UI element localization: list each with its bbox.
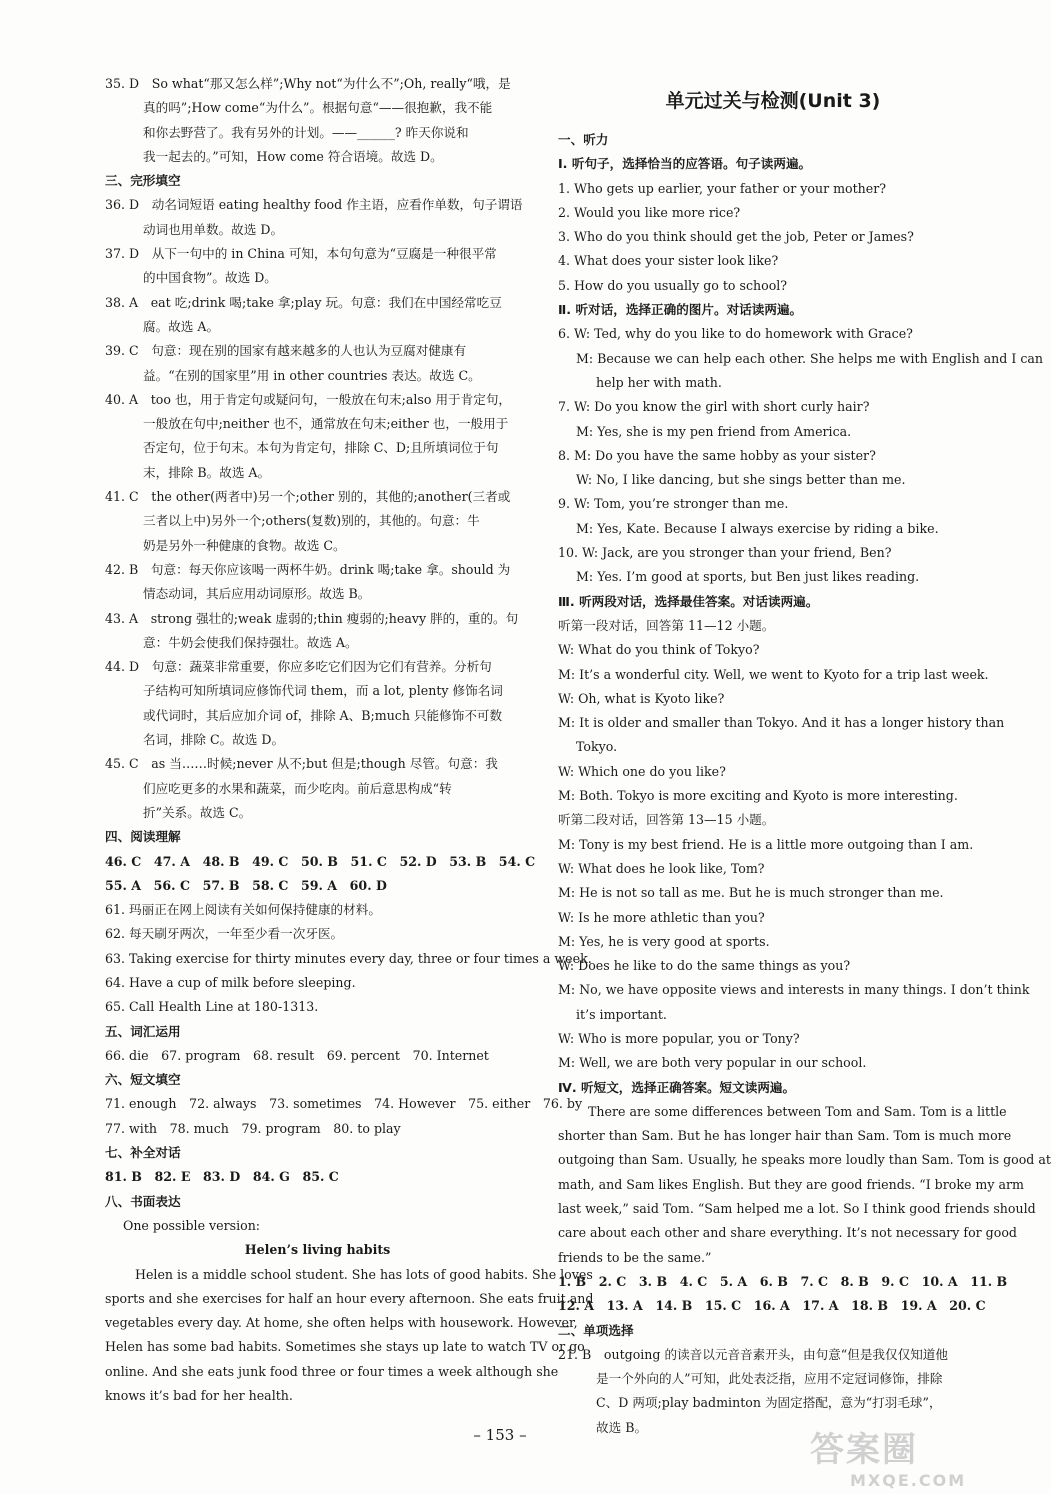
text-line: Helen’s living habits [244, 1242, 391, 1258]
text-line: 三者以上中)另外一个;others(复数)别的，其他的。句意：牛 [143, 513, 480, 529]
text-line: 6. W: Ted, why do you like to do homework with Grace? [558, 326, 913, 342]
text-line: 66. die 67. program 68. result 69. percent 70. Internet [105, 1047, 489, 1063]
text-line: 65. Call Health Line at 180-1313. [105, 999, 319, 1015]
text-line: 四、阅读理解 [105, 829, 181, 845]
text-line: 3. Who do you think should get the job, Peter or James? [558, 229, 914, 245]
text-line: 36. D 动名词短语 eating healthy food 作主语，应看作单数，句子谓语 [105, 197, 523, 213]
right-column [558, 128, 1051, 1440]
text-line: W: Is he more athletic than you? [558, 909, 765, 925]
text-line: 折”关系。故选 C。 [143, 804, 252, 820]
text-line: Tokyo. [576, 739, 618, 755]
text-line: 40. A too 也，用于肯定句或疑问句，一般放在句末;also 用于肯定句， [105, 391, 512, 407]
text-line: 的中国食物”。故选 D。 [143, 270, 277, 286]
text-line: M: Tony is my best friend. He is a little more outgoing than I am. [558, 836, 974, 852]
text-line: 听第二段对话，回答第 13—15 小题。 [558, 812, 775, 828]
text-line: M: Because we can help each other. She helps me with English and I can [576, 350, 1044, 366]
text-line: 8. M: Do you have the same hobby as your sister? [558, 447, 876, 463]
watermark-main: 答案圈 [810, 1430, 918, 1470]
text-line: 们应吃更多的水果和蔬菜，而少吃肉。前后意思构成“转 [143, 780, 452, 796]
text-line: One possible version: [123, 1217, 261, 1233]
text-line: 5. How do you usually go to school? [558, 277, 788, 293]
text-line: Ⅳ. 听短文，选择正确答案。短文读两遍。 [558, 1079, 796, 1095]
text-line: 益。“在别的国家里”用 in other countries 表达。故选 C。 [143, 367, 481, 383]
text-line: 39. C 句意：现在别的国家有越来越多的人也认为豆腐对健康有 [105, 343, 467, 359]
text-line: 是一个外向的人”可知，此处表泛指，应用不定冠词修饰，排除 [596, 1371, 943, 1387]
text-line: last week,” said Tom. “Sam helped me a lot. So I think good friends should [558, 1201, 1036, 1217]
text-line: M: Well, we are both very popular in our school. [558, 1055, 867, 1071]
text-line: 35. D So what“那又怎么样”;Why not“为什么不”;Oh, really“哦，是 [105, 76, 511, 91]
text-line: 7. W: Do you know the girl with short curly hair? [558, 399, 870, 415]
text-line: 我一起去的。”可知，How come 符合语境。故选 D。 [143, 148, 443, 164]
text-line: 1. Who gets up earlier, your father or your mother? [558, 180, 887, 196]
text-line: 2. Would you like more rice? [558, 204, 741, 220]
text-line: 9. W: Tom, you’re stronger than me. [558, 496, 789, 512]
text-line: 4. What does your sister look like? [558, 253, 779, 269]
text-line: 意：牛奶会使我们保持强壮。故选 A。 [143, 634, 358, 650]
text-line: 腐。故选 A。 [143, 318, 220, 334]
text-line: 名词，排除 C。故选 D。 [143, 732, 285, 748]
text-line: M: Yes, Kate. Because I always exercise by riding a bike. [576, 520, 939, 536]
text-line: C、D 两项;play badminton 为固定搭配，意为“打羽毛球”， [596, 1395, 942, 1411]
text-line: 情态动词，其后应用动词原形。故选 B。 [143, 586, 371, 602]
text-line: Helen has some bad habits. Sometimes she stays up late to watch TV or go [105, 1339, 585, 1355]
page-number: – 153 – [473, 1426, 527, 1444]
text-line: Helen is a middle school student. She has lots of good habits. She loves [135, 1266, 593, 1282]
text-line: online. And she eats junk food three or four times a week although she [105, 1363, 559, 1379]
unit-title: 单元过关与检测(Unit 3) [665, 90, 881, 112]
text-line: Ⅰ. 听句子，选择恰当的应答语。句子读两遍。 [558, 156, 812, 172]
text-line: 和你去野营了。我有另外的计划。——______? 昨天你说和 [143, 124, 469, 140]
text-line: M: Yes. I’m good at sports, but Ben just likes reading. [576, 569, 920, 585]
text-line: 1. B 2. C 3. B 4. C 5. A 6. B 7. C 8. B 9. C 10. A 11. B [558, 1273, 1008, 1289]
text-line: M: Yes, he is very good at sports. [558, 933, 770, 949]
text-line: 八、书面表达 [105, 1193, 181, 1209]
text-line: 一般放在句中;neither 也不，通常放在句末;either 也，一般用于 [143, 416, 509, 432]
text-line: Ⅱ. 听对话，选择正确的图片。对话读两遍。 [558, 302, 803, 318]
text-line: M: It is older and smaller than Tokyo. And it has a longer history than [558, 715, 1005, 731]
text-line: W: No, I like dancing, but she sings better than me. [576, 472, 906, 488]
text-line: W: Which one do you like? [558, 763, 726, 779]
text-line: 三、完形填空 [105, 173, 181, 189]
text-line: 故选 B。 [596, 1419, 648, 1435]
text-line: 42. B 句意：每天你应该喝一两杯牛奶。drink 喝;take 拿。should 为 [105, 561, 511, 577]
text-line: 45. C as 当……时候;never 从不;but 但是;though 尽管。句意：我 [105, 756, 498, 772]
text-line: W: Who is more popular, you or Tony? [558, 1030, 800, 1046]
text-line: W: Does he like to do the same things as you? [558, 958, 851, 974]
text-line: M: Yes, she is my pen friend from America. [576, 423, 852, 439]
text-line: math, and Sam likes English. But they are good friends. “I broke my arm [558, 1176, 1024, 1192]
text-line: 一、听力 [558, 132, 609, 147]
text-line: 37. D 从下一句中的 in China 可知，本句句意为“豆腐是一种很平常 [105, 246, 497, 262]
text-line: friends to be the same.” [558, 1249, 712, 1265]
text-line: 10. W: Jack, are you stronger than your friend, Ben? [558, 545, 892, 561]
text-line: 41. C the other(两者中)另一个;other 别的，其他的;another(三者或 [105, 489, 511, 505]
text-line: W: What do you think of Tokyo? [558, 642, 760, 658]
text-line: 38. A eat 吃;drink 喝;take 拿;play 玩。句意：我们在中国经常吃豆 [105, 294, 502, 310]
watermark-sub: MXQE.COM [850, 1471, 967, 1490]
text-line: 或代词时，其后应加介词 of，排除 A、B;much 只能修饰不可数 [143, 707, 503, 723]
text-line: There are some differences between Tom and Sam. Tom is a little [588, 1103, 1007, 1119]
text-line: M: It’s a wonderful city. Well, we went to Kyoto for a trip last week. [558, 666, 989, 682]
text-line: care about each other and share everything. It’s not necessary for good [558, 1225, 1017, 1241]
text-line: 46. C 47. A 48. B 49. C 50. B 51. C 52. D 53. B 54. C [105, 853, 536, 869]
text-line: sports and she exercises for half an hour every afternoon. She eats fruit and [105, 1290, 594, 1306]
text-line: 77. with 78. much 79. program 80. to play [105, 1120, 401, 1136]
text-line: 71. enough 72. always 73. sometimes 74. However 75. either 76. by [105, 1096, 583, 1112]
text-line: knows it’s bad for her health. [105, 1388, 293, 1404]
text-line: 64. Have a cup of milk before sleeping. [105, 974, 356, 990]
text-line: shorter than Sam. But he has longer hair than Sam. Tom is much more [558, 1128, 1012, 1144]
text-line: Ⅲ. 听两段对话，选择最佳答案。对话读两遍。 [558, 593, 819, 609]
text-line: 末，排除 B。故选 A。 [143, 464, 271, 480]
text-line: 81. B 82. E 83. D 84. G 85. C [105, 1169, 339, 1185]
text-line: 12. A 13. A 14. B 15. C 16. A 17. A 18. B 19. A 20. C [558, 1298, 986, 1314]
text-line: 听第一段对话，回答第 11—12 小题。 [558, 617, 775, 633]
text-line: 21. B outgoing 的读音以元音音素开头，由句意“但是我仅仅知道他 [558, 1346, 948, 1362]
text-line: 61. 玛丽正在网上阅读有关如何保持健康的材料。 [105, 902, 381, 918]
text-line: 真的吗”;How come“为什么”。根据句意“——很抱歉，我不能 [143, 100, 493, 116]
text-line: 62. 每天刷牙两次，一年至少看一次牙医。 [105, 926, 344, 942]
text-line: W: What does he look like, Tom? [558, 860, 765, 876]
text-line: 44. D 句意：蔬菜非常重要，你应多吃它们因为它们有营养。分析句 [105, 659, 492, 675]
text-line: M: He is not so tall as me. But he is much stronger than me. [558, 885, 944, 901]
text-line: 六、短文填空 [105, 1072, 181, 1088]
text-line: outgoing than Sam. Usually, he speaks more loudly than Sam. Tom is good at [558, 1152, 1051, 1168]
text-line: 子结构可知所填词应修饰代词 them，而 a lot, plenty 修饰名词 [143, 683, 503, 699]
text-line: 二、单项选择 [558, 1322, 634, 1338]
text-line: 55. A 56. C 57. B 58. C 59. A 60. D [105, 877, 387, 893]
text-line: 43. A strong 强壮的;weak 虚弱的;thin 瘦弱的;heavy 胖的，重的。句 [105, 610, 519, 626]
text-line: 否定句，位于句末。本句为肯定句，排除 C、D;且所填词位于句 [143, 440, 499, 456]
text-line: 63. Taking exercise for thirty minutes every day, three or four times a week. [105, 950, 592, 966]
text-line: 奶是另外一种健康的食物。故选 C。 [143, 537, 346, 553]
text-line: vegetables every day. At home, she often helps with housework. However, [105, 1315, 578, 1331]
text-line: W: Oh, what is Kyoto like? [558, 690, 725, 706]
text-line: M: Both. Tokyo is more exciting and Kyoto is more interesting. [558, 788, 958, 804]
text-line: 七、补全对话 [105, 1145, 181, 1161]
text-line: help her with math. [596, 374, 722, 390]
text-line: M: No, we have opposite views and interests in many things. I don’t think [558, 982, 1030, 998]
text-line: 五、词汇运用 [105, 1023, 181, 1039]
text-line: 动词也用单数。故选 D。 [143, 221, 284, 237]
watermark-logo [810, 1422, 995, 1492]
text-line: it’s important. [576, 1006, 667, 1022]
